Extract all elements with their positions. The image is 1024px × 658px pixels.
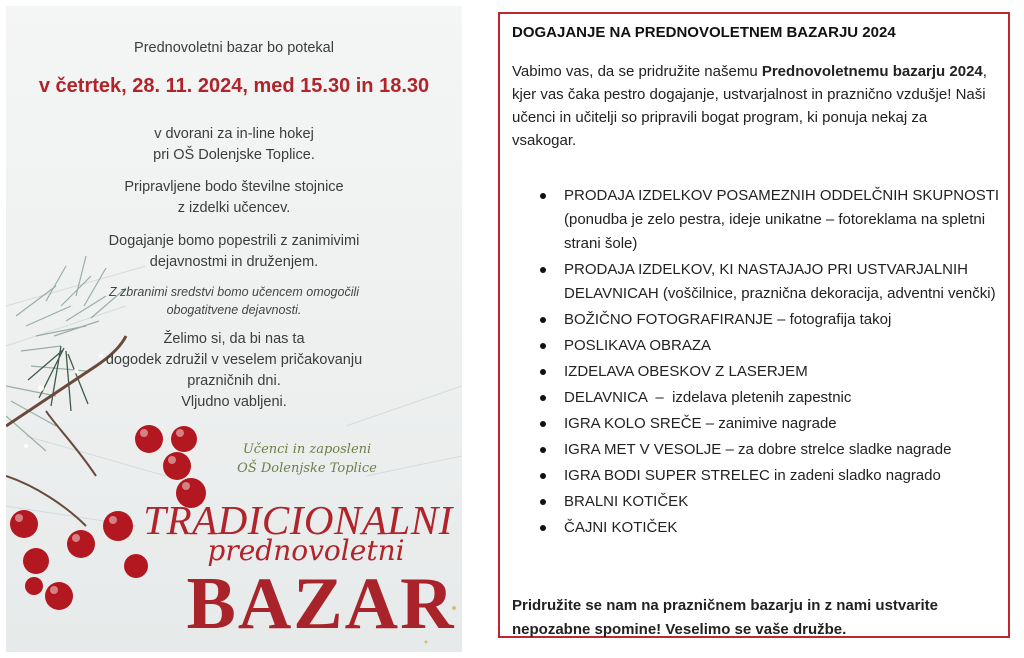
info-heading: DOGAJANJE NA PREDNOVOLETNEM BAZARJU 2024 <box>512 24 896 41</box>
poster-stalls-1: Pripravljene bodo številne stojnice <box>124 179 344 195</box>
list-item: IGRA MET V VESOLJE – za dobre strelce sladke nagrade <box>512 438 1004 462</box>
list-item: IZDELAVA OBESKOV Z LASERJEM <box>512 360 1004 384</box>
poster-title-traditional: TRADICIONALNI <box>143 497 453 543</box>
poster-wish-1: Želimo si, da bi nas ta <box>163 331 305 347</box>
poster-title-prednovoletni: prednovoletni <box>207 534 405 567</box>
poster-venue-2: pri OŠ Dolenjske Toplice. <box>153 147 315 163</box>
activity-list <box>512 184 1004 542</box>
list-item: PRODAJA IZDELKOV, KI NASTAJAJO PRI USTVARJALNIH DELAVNICAH (voščilnice, praznična dekoracija, adventni venčki) <box>512 258 1004 306</box>
info-outro: Pridružite se nam na prazničnem bazarju in z nami ustvarite nepozabne spomine! Veselimo se vaše družbe. <box>512 597 938 638</box>
list-item: BOŽIČNO FOTOGRAFIRANJE – fotografija takoj <box>512 308 1004 332</box>
poster-wish-4: Vljudno vabljeni. <box>181 394 287 410</box>
intro-text-end: , kjer vas čaka pestro dogajanje, ustvarjalnost in praznično vzdušje! Naši učenci in učitelji so pripravili bogat program, ki ponuja nekaj za vsakogar. <box>512 63 987 149</box>
intro-text-start: Vabimo vas, da se pridružite našemu <box>512 63 762 80</box>
poster-stalls-2: z izdelki učencev. <box>177 200 291 216</box>
list-item: IGRA BODI SUPER STRELEC in zadeni sladko nagrado <box>512 464 1004 488</box>
list-item: POSLIKAVA OBRAZA <box>512 334 1004 358</box>
list-item: IGRA KOLO SREČE – zanimive nagrade <box>512 412 1004 436</box>
poster-wish-3: prazničnih dni. <box>187 373 281 389</box>
list-item: PRODAJA IZDELKOV POSAMEZNIH ODDELČNIH SKUPNOSTI (ponudba je zelo pestra, ideje unikatne – fotoreklama na spletni strani šole) <box>512 184 1004 256</box>
poster-funds-2: obogatitvene dejavnosti. <box>166 303 302 317</box>
poster-venue-1: v dvorani za in-line hokej <box>154 126 314 142</box>
poster-signature-1: Učenci in zaposleni <box>242 442 372 457</box>
intro-text-bold: Prednovoletnemu bazarju 2024 <box>761 63 983 80</box>
poster <box>6 6 462 652</box>
poster-signature-2: OŠ Dolenjske Toplice <box>237 461 377 476</box>
poster-events-2: dejavnostmi in druženjem. <box>149 254 319 270</box>
poster-title-bazar: BAZAR <box>186 563 456 645</box>
poster-events-1: Dogajanje bomo popestrili z zanimivimi <box>108 233 360 249</box>
poster-funds-1: Z zbranimi sredstvi bomo učencem omogočili <box>108 285 360 299</box>
list-item: BRALNI KOTIČEK <box>512 490 1004 514</box>
poster-date: v četrtek, 28. 11. 2024, med 15.30 in 18.30 <box>38 75 430 97</box>
info-intro <box>512 60 992 152</box>
event-info-box <box>498 12 1010 638</box>
list-item: DELAVNICA – izdelava pletenih zapestnic <box>512 386 1004 410</box>
list-item: ČAJNI KOTIČEK <box>512 516 1004 540</box>
poster-intro: Prednovoletni bazar bo potekal <box>134 40 334 56</box>
poster-wish-2: dogodek združil v veselem pričakovanju <box>105 352 363 368</box>
